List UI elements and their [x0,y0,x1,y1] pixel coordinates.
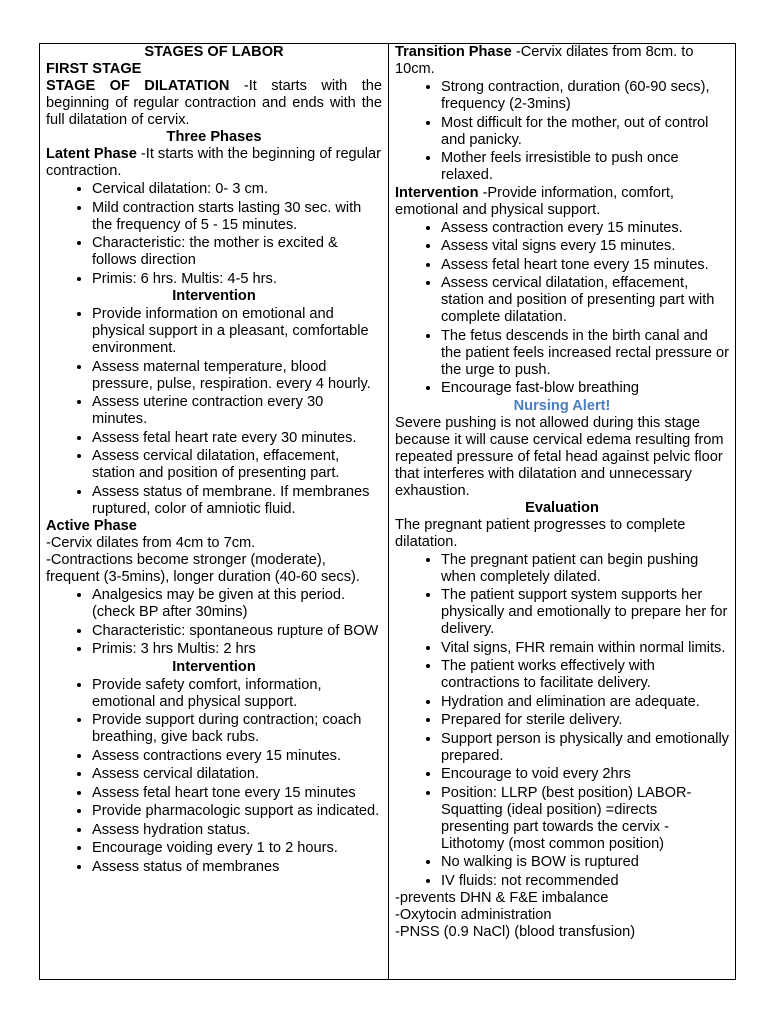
list-item: • Most difficult for the mother, out of control and panicky. [441,114,729,149]
nursing-alert-heading: Nursing Alert! [513,397,611,414]
active-line: -Cervix dilates from 4cm to 7cm. [46,535,256,551]
list-item: • Assess status of membrane. If membranes ruptured, color of amniotic fluid. [92,483,382,518]
list-item: • Assess fetal heart tone every 15 minutes [92,784,382,802]
transition-intervention-list [395,219,729,398]
transition-heading: Transition Phase [395,44,512,60]
active-intervention-list [46,676,382,876]
active-line: -Contractions become stronger (moderate), frequent (3-5mins), longer duration (40-60 secs). [46,552,360,585]
list-item: • Cervical dilatation: 0- 3 cm. [92,180,382,198]
list-item: • Provide safety comfort, information, emotional and physical support. [92,676,382,711]
list-item: • Assess cervical dilatation, effacement, station and position of presenting part with complete dilatation. [441,274,729,326]
list-item: • Characteristic: spontaneous rupture of BOW [92,622,382,640]
list-item: • The patient works effectively with contractions to facilitate delivery. [441,657,729,692]
evaluation-heading: Evaluation [525,499,599,516]
list-item: • Provide information on emotional and physical support in a pleasant, comfortable environment. [92,305,382,357]
list-item: • Prepared for sterile delivery. [441,711,729,729]
list-item: • Assess cervical dilatation. [92,765,382,783]
list-item: • Encourage voiding every 1 to 2 hours. [92,839,382,857]
list-item: • Assess hydration status. [92,821,382,839]
left-column [40,44,389,979]
latent-intervention-list [46,305,382,518]
list-item: • Encourage to void every 2hrs [441,765,729,783]
dilatation-paragraph [46,78,382,129]
three-phases-heading: Three Phases [166,129,262,145]
latent-heading: Latent Phase [46,146,137,162]
list-item: • The pregnant patient can begin pushing when completely dilated. [441,551,729,586]
tail-line: -Oxytocin administration [395,907,552,923]
list-item: • Vital signs, FHR remain within normal limits. [441,639,729,657]
list-item: • Mother feels irresistible to push once relaxed. [441,149,729,184]
evaluation-list [395,551,729,890]
transition-text: -Cervix dilates from 8cm. to 10cm. [395,44,694,77]
document-title: STAGES OF LABOR [144,44,284,60]
list-item: • Position: LLRP (best position) LABOR- Squatting (ideal position) =directs presenting part towards the cervix - Lithotomy (most common position) [441,784,729,853]
list-item: • Strong contraction, duration (60-90 secs), frequency (2-3mins) [441,78,729,113]
list-item: • Assess vital signs every 15 minutes. [441,237,729,255]
intervention-text: -Provide information, comfort, emotional and physical support. [395,184,674,218]
intervention-heading: Intervention [172,658,256,675]
tail-line: -prevents DHN & F&E imbalance [395,890,609,906]
active-list [46,586,382,658]
latent-text: -It starts with the beginning of regular contraction. [46,146,382,179]
transition-paragraph [395,44,729,78]
list-item: • Assess cervical dilatation, effacement, station and position of presenting part. [92,447,382,482]
list-item: • Hydration and elimination are adequate. [441,693,729,711]
nursing-alert-text: Severe pushing is not allowed during this stage because it will cause cervical edema resulting from repeated pressure of fetal head against pelvic floor that interferes with dilatation and unnecessary exhaustion. [395,414,724,499]
dilatation-text: -It starts with the beginning of regular contraction and ends with the full dilatation of cervix. [46,78,382,128]
latent-list [46,180,382,288]
list-item: • Characteristic: the mother is excited & follows direction [92,234,382,269]
list-item: • Encourage fast-blow breathing [441,379,729,397]
active-phase-heading: Active Phase [46,518,137,534]
list-item: • Assess contraction every 15 minutes. [441,219,729,237]
list-item: • Assess uterine contraction every 30 minutes. [92,393,382,428]
list-item: • Provide support during contraction; coach breathing, give back rubs. [92,711,382,746]
list-item: • Assess fetal heart rate every 30 minutes. [92,429,382,447]
list-item: • Provide pharmacologic support as indicated. [92,802,382,820]
list-item: • No walking is BOW is ruptured [441,853,729,871]
list-item: • Support person is physically and emotionally prepared. [441,730,729,765]
list-item: • Analgesics may be given at this period. (check BP after 30mins) [92,586,382,621]
intervention-heading: Intervention [172,288,256,304]
list-item: • Assess contractions every 15 minutes. [92,747,382,765]
list-item: • The fetus descends in the birth canal and the patient feels increased rectal pressure or the urge to push. [441,327,729,379]
latent-paragraph [46,146,382,180]
list-item: • Assess fetal heart tone every 15 minutes. [441,256,729,274]
list-item: • Assess status of membranes [92,858,382,876]
list-item: • The patient support system supports her physically and emotionally to prepare her for delivery. [441,586,729,638]
transition-list [395,78,729,184]
dilatation-heading: STAGE OF DILATATION [46,78,230,94]
list-item: • Primis: 6 hrs. Multis: 4-5 hrs. [92,270,382,288]
first-stage-heading: FIRST STAGE [46,61,142,77]
right-column [389,44,735,979]
document-table [39,43,736,980]
list-item: • Primis: 3 hrs Multis: 2 hrs [92,640,382,658]
list-item: • Assess maternal temperature, blood pressure, pulse, respiration. every 4 hourly. [92,358,382,393]
tail-line: -PNSS (0.9 NaCl) (blood transfusion) [395,924,636,940]
intervention-heading: Intervention [395,184,479,201]
evaluation-text: The pregnant patient progresses to complete dilatation. [395,516,686,550]
list-item: • IV fluids: not recommended [441,872,729,890]
intervention-paragraph [395,185,729,219]
list-item: • Mild contraction starts lasting 30 sec. with the frequency of 5 - 15 minutes. [92,199,382,234]
